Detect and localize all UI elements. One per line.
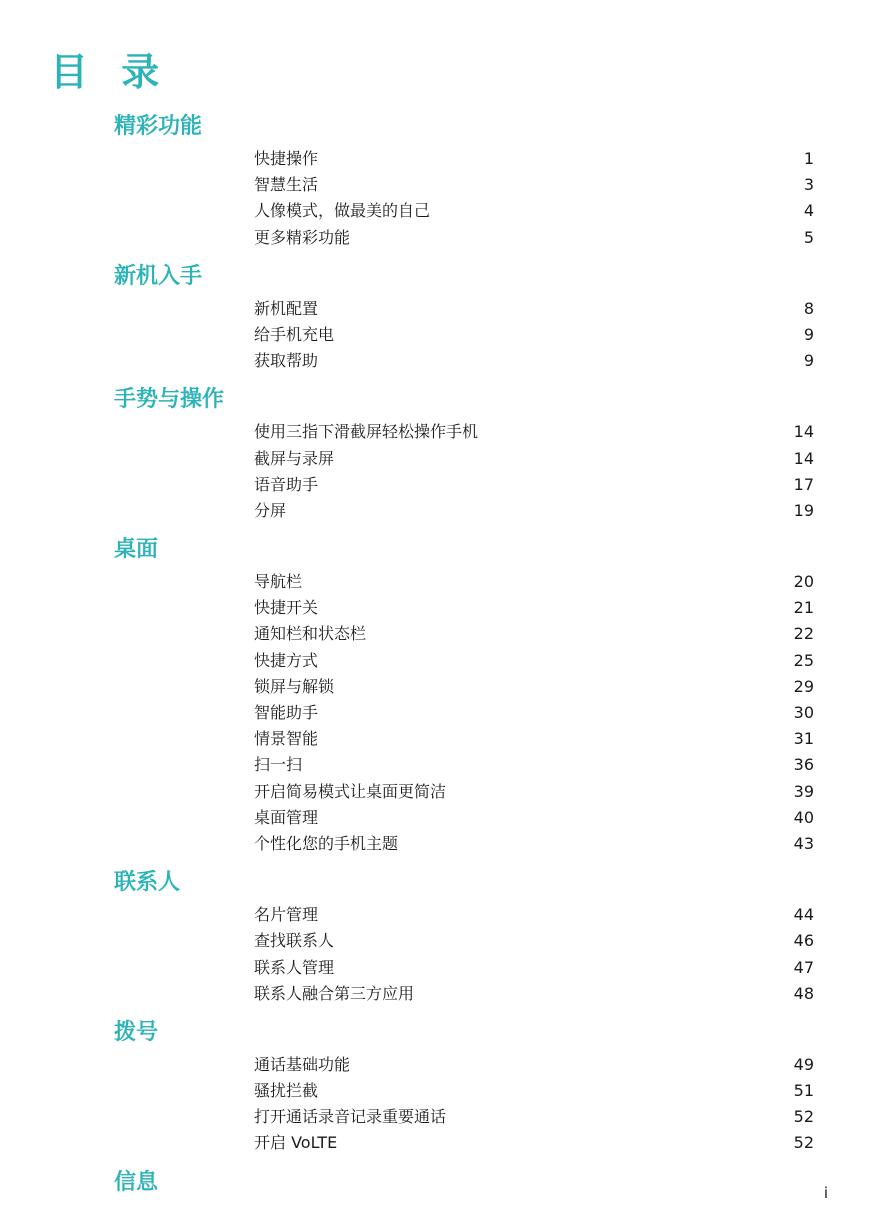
- toc-entry-label: 通知栏和状态栏: [254, 624, 367, 644]
- toc-entry[interactable]: [0, 595, 869, 621]
- footer-page-number: i: [823, 1184, 828, 1202]
- toc-entry-page-number: 36: [793, 755, 814, 775]
- toc-entry[interactable]: [0, 198, 869, 224]
- toc-entry-label: 打开通话录音记录重要通话: [254, 1107, 447, 1127]
- toc-entry-label: 锁屏与解锁: [254, 676, 335, 696]
- toc-entry-page-number: 5: [803, 227, 814, 247]
- toc-entry-page-number: 51: [793, 1081, 814, 1101]
- toc-entry[interactable]: [0, 621, 869, 647]
- toc-entry-label: 给手机充电: [254, 324, 335, 344]
- toc-entry-label: 查找联系人: [254, 931, 335, 951]
- toc-entry-page-number: 39: [793, 781, 814, 801]
- toc-entry[interactable]: [0, 446, 869, 472]
- toc-entry[interactable]: [0, 648, 869, 674]
- toc-entry-label: 情景智能: [254, 729, 319, 749]
- toc-entry-page-number: 52: [793, 1107, 814, 1127]
- toc-entry[interactable]: [0, 981, 869, 1007]
- table-of-contents: [0, 108, 869, 1202]
- toc-entry[interactable]: [0, 498, 869, 524]
- chapter-spacer: [0, 1007, 869, 1014]
- toc-entry[interactable]: [0, 1130, 869, 1156]
- toc-entry-label: 智能助手: [254, 703, 319, 722]
- toc-entry-page-number: 14: [793, 448, 814, 468]
- toc-chapter: [0, 108, 869, 251]
- toc-entry-label: 导航栏: [254, 572, 303, 592]
- toc-entry-page-number: 48: [793, 983, 814, 1003]
- toc-entry-page-number: 30: [793, 703, 814, 722]
- toc-entry-page-number: 17: [793, 474, 814, 494]
- toc-entry-label: 个性化您的手机主题: [254, 833, 399, 853]
- toc-entry-label: 快捷操作: [254, 149, 319, 168]
- toc-entry-label: 快捷开关: [254, 598, 319, 618]
- toc-entry[interactable]: [0, 322, 869, 348]
- toc-entry[interactable]: [0, 1052, 869, 1078]
- toc-entry[interactable]: [0, 472, 869, 498]
- toc-entry-label: 人像模式，做最美的自己: [254, 201, 431, 221]
- toc-entry[interactable]: [0, 225, 869, 251]
- toc-entry-page-number: 8: [803, 298, 814, 318]
- toc-chapter: [0, 531, 869, 857]
- toc-entry-page-number: 44: [793, 905, 814, 925]
- toc-entry-label: 开启 VoLTE: [254, 1133, 338, 1153]
- toc-entry[interactable]: [0, 805, 869, 831]
- toc-entry-label: 骚扰拦截: [254, 1081, 319, 1101]
- toc-entry-page-number: 40: [793, 807, 814, 827]
- toc-entry[interactable]: [0, 1104, 869, 1130]
- toc-entry-label: 新机配置: [254, 298, 319, 318]
- chapter-spacer: [0, 374, 869, 381]
- toc-entry-page-number: 14: [793, 422, 814, 442]
- toc-entry[interactable]: [0, 674, 869, 700]
- toc-chapter: [0, 381, 869, 524]
- chapter-title[interactable]: 手势与操作: [114, 387, 225, 413]
- toc-entry[interactable]: [0, 700, 869, 726]
- toc-entry-page-number: 46: [793, 931, 814, 951]
- toc-entry-page-number: 3: [803, 175, 814, 195]
- chapter-spacer: [0, 251, 869, 258]
- toc-entry[interactable]: [0, 752, 869, 778]
- toc-entry-label: 开启简易模式让桌面更简洁: [254, 781, 447, 801]
- toc-entry[interactable]: [0, 1078, 869, 1104]
- chapter-title[interactable]: 信息: [114, 1169, 159, 1195]
- toc-entry-label: 快捷方式: [254, 650, 319, 670]
- toc-entry-page-number: 25: [793, 650, 814, 670]
- toc-entry[interactable]: [0, 569, 869, 595]
- toc-entry-label: 联系人融合第三方应用: [254, 983, 415, 1003]
- toc-entry-label: 截屏与录屏: [254, 448, 335, 468]
- toc-entry-label: 智慧生活: [254, 175, 319, 195]
- toc-entry-page-number: 19: [793, 500, 814, 520]
- chapter-title[interactable]: 桌面: [114, 537, 159, 563]
- toc-entry-page-number: 9: [803, 324, 814, 344]
- toc-entry-label: 获取帮助: [254, 351, 319, 371]
- toc-entry[interactable]: [0, 296, 869, 322]
- toc-entry-page-number: 21: [793, 598, 814, 618]
- toc-entry-page-number: 22: [793, 624, 814, 644]
- chapter-title[interactable]: 精彩功能: [114, 114, 203, 139]
- toc-entry-label: 语音助手: [254, 474, 319, 494]
- chapter-spacer: [0, 857, 869, 864]
- toc-entry-page-number: 1: [803, 149, 814, 168]
- chapter-title[interactable]: 拨号: [114, 1019, 159, 1045]
- toc-entry[interactable]: [0, 902, 869, 928]
- chapter-title[interactable]: 联系人: [114, 870, 181, 896]
- toc-entry-label: 分屏: [254, 500, 287, 520]
- toc-entry-page-number: 52: [793, 1133, 814, 1153]
- toc-entry[interactable]: [0, 955, 869, 981]
- toc-entry[interactable]: [0, 419, 869, 445]
- toc-entry-page-number: 29: [793, 676, 814, 696]
- toc-entry-label: 扫一扫: [254, 755, 303, 775]
- toc-entry-label: 桌面管理: [254, 807, 319, 827]
- toc-entry-page-number: 4: [803, 201, 814, 221]
- chapter-title[interactable]: 新机入手: [114, 263, 203, 289]
- toc-entry[interactable]: [0, 348, 869, 374]
- chapter-spacer: [0, 524, 869, 531]
- toc-entry[interactable]: [0, 928, 869, 954]
- toc-entry[interactable]: [0, 172, 869, 198]
- toc-entry[interactable]: [0, 726, 869, 752]
- toc-entry-page-number: 47: [793, 957, 814, 977]
- toc-entry-page-number: 43: [793, 833, 814, 853]
- toc-entry-label: 使用三指下滑截屏轻松操作手机: [254, 422, 479, 442]
- toc-entry[interactable]: [0, 779, 869, 805]
- toc-entry-page-number: 49: [793, 1054, 814, 1074]
- toc-chapter: [0, 1014, 869, 1157]
- toc-entry-page-number: 9: [803, 351, 814, 371]
- toc-entry-label: 通话基础功能: [254, 1054, 351, 1074]
- toc-entry[interactable]: [0, 146, 869, 172]
- toc-chapter: [0, 864, 869, 1007]
- toc-entry[interactable]: [0, 831, 869, 857]
- toc-entry-page-number: 20: [793, 572, 814, 592]
- toc-entry-label: 更多精彩功能: [254, 227, 351, 247]
- toc-entry-label: 联系人管理: [254, 957, 335, 977]
- page-title: 目 录: [50, 50, 170, 94]
- toc-entry-label: 名片管理: [254, 905, 319, 925]
- toc-entry-page-number: 31: [793, 729, 814, 749]
- toc-chapter: [0, 258, 869, 375]
- chapter-spacer: [0, 1157, 869, 1164]
- toc-chapter: [0, 1164, 869, 1202]
